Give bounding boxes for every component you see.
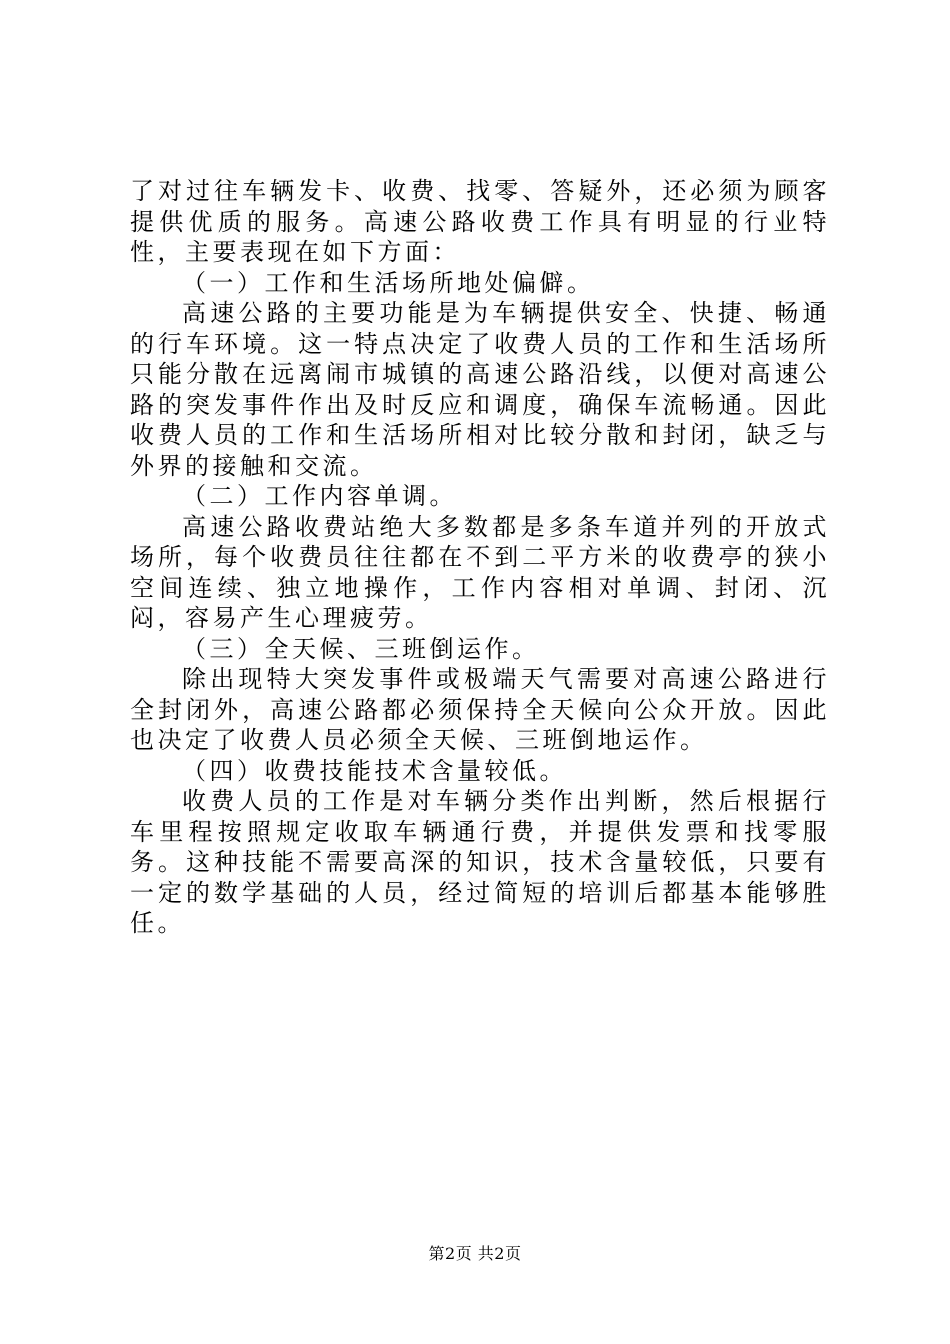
section-heading-2: （二）工作内容单调。 [182,482,457,510]
paragraph-2: 高速公路收费站绝大多数都是多条车道并列的开放式场所，每个收费员往往都在不到二平方米的收费亭的狭小空间连续、独立地操作，工作内容相对单调、封闭、沉闷，容易产生心理疲劳。 [130,512,830,632]
paragraph-3: 除出现特大突发事件或极端天气需要对高速公路进行全封闭外，高速公路都必须保持全天候向公众开放。因此也决定了收费人员必须全天候、三班倒地运作。 [130,665,830,754]
paragraph-1: 高速公路的主要功能是为车辆提供安全、快捷、畅通的行车环境。这一特点决定了收费人员的工作和生活场所只能分散在远离闹市城镇的高速公路沿线，以便对高速公路的突发事件作出及时反应和调度，确保车流畅通。因此收费人员的工作和生活场所相对比较分散和封闭，缺乏与外界的接触和交流。 [130,299,830,480]
paragraph-continuation: 了对过往车辆发卡、收费、找零、答疑外，还必须为顾客提供优质的服务。高速公路收费工作具有明显的行业特性，主要表现在如下方面： [130,177,830,266]
section-heading-4: （四）收费技能技术含量较低。 [182,756,567,785]
document-body [130,176,830,939]
section-heading-1: （一）工作和生活场所地处偏僻。 [182,268,595,297]
paragraph-4: 收费人员的工作是对车辆分类作出判断，然后根据行车里程按照规定收取车辆通行费，并提供发票和找零服务。这种技能不需要高深的知识，技术含量较低，只要有一定的数学基础的人员，经过简短的培训后都基本能够胜任。 [130,787,830,937]
page-footer: 第2页 共2页 [428,1244,522,1263]
section-heading-3: （三）全天候、三班倒运作。 [182,634,540,663]
